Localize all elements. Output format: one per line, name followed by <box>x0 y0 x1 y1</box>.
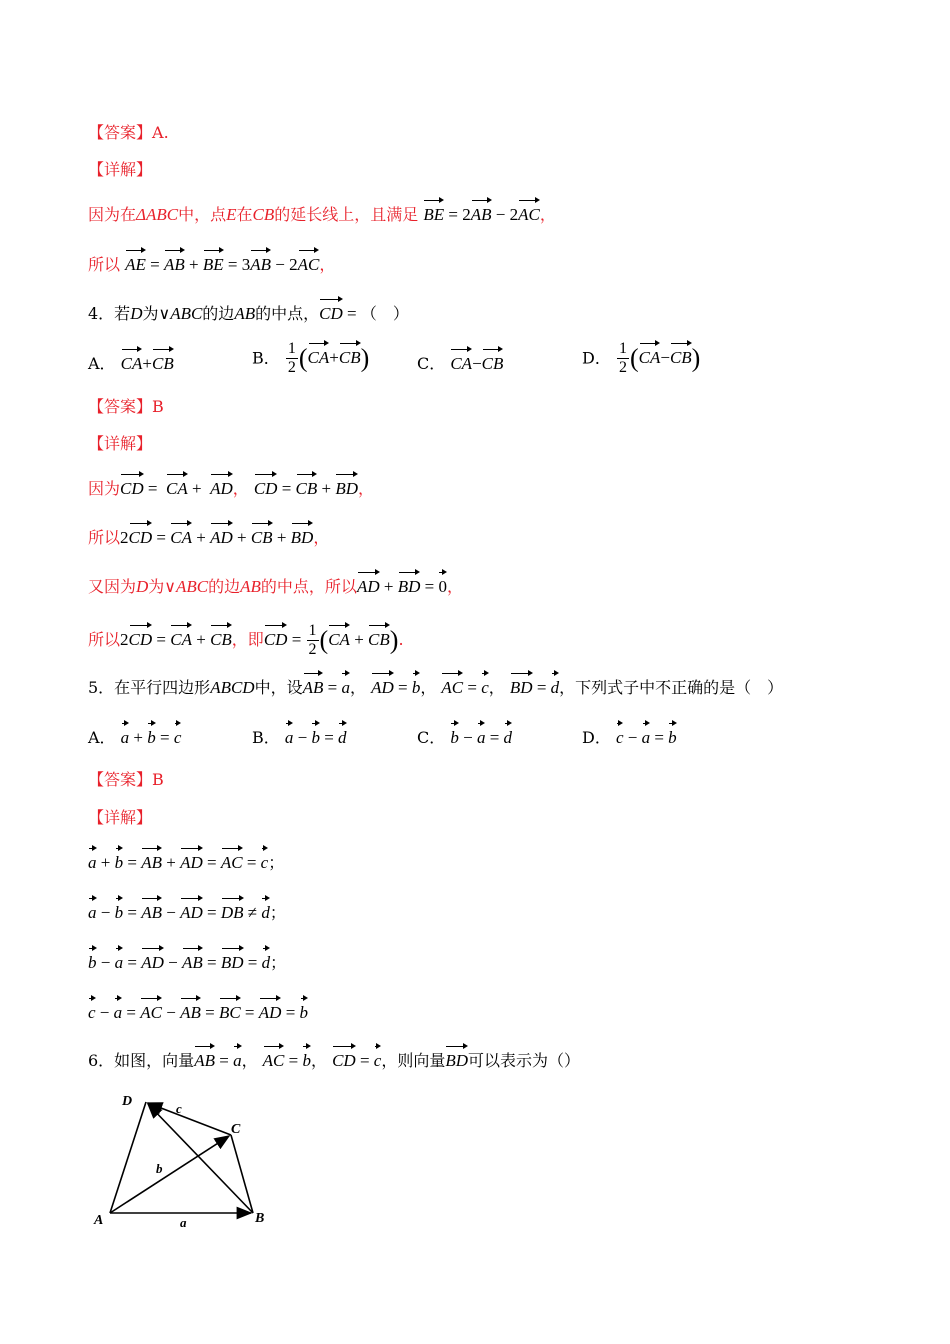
q4-detail-line4: 所以2CD = CA + CB，即CD = $\frac{1}{2}$ (CA + CB). <box>88 622 404 658</box>
label-c: c <box>176 1101 182 1116</box>
q4-detail-line3: 又因为D为∨ABC的边AB的中点，所以AD + BD = 0， <box>88 575 463 599</box>
q5-stem: 5．在平行四边形ABCD中，设AB = a， AD = b， AC = c， BD = d，下列式子中不正确的是（ ） <box>88 676 783 700</box>
q5-detail-line3: b − a = AD − AB = BD = d； <box>88 951 286 975</box>
q5-option-c: C． b − a = d <box>417 726 512 750</box>
q5-option-d: D． c − a = b <box>582 726 677 750</box>
segment-AD <box>110 1102 146 1213</box>
q5-detail-line2: a − b = AB − AD = DB ≠ d； <box>88 901 286 925</box>
q4-detail-line2: 所以2CD = CA + AD + CB + BD， <box>88 526 329 550</box>
q4-detail-line1: 因为CD = CA + AD， CD = CB + BD， <box>88 477 374 501</box>
q5-option-b: B． a − b = d <box>252 726 347 750</box>
label-C: C <box>231 1122 241 1137</box>
q4-option-a: A． CA+CB <box>88 352 174 376</box>
q3-detail-tag: 【详解】 <box>88 160 153 179</box>
q4-answer: 【答案】B <box>88 397 164 416</box>
answer-tag: 【答案】 <box>88 123 153 142</box>
q4-option-d: D． $\frac{1}{2}$ (CA−CB) <box>582 340 701 376</box>
q4-option-c: C． CA−CB <box>417 352 503 376</box>
q6-stem: 6．如图，向量AB = a， AC = b， CD = c，则向量BD可以表示为（） <box>88 1049 580 1073</box>
q5-answer: 【答案】B <box>88 770 164 789</box>
q3-detail-line1: 因为在ΔABC中，点E在CB的延长线上，且满足 BE = 2AB − 2AC， <box>88 203 556 227</box>
vector-AC <box>110 1136 229 1213</box>
q4-detail-tag: 【详解】 <box>88 434 153 453</box>
q6-figure <box>88 1085 288 1235</box>
label-B: B <box>255 1211 265 1226</box>
q3-detail-line2: 所以 AE = AB + BE = 3AB − 2AC， <box>88 253 335 277</box>
q4-option-b: B． $\frac{1}{2}$ (CA+CB) <box>252 340 370 376</box>
label-A: A <box>94 1213 104 1228</box>
q5-option-a: A． a + b = c <box>88 726 181 750</box>
q3-answer <box>88 121 169 145</box>
q5-detail-tag: 【详解】 <box>88 808 153 827</box>
label-a: a <box>180 1215 187 1230</box>
label-D: D <box>122 1094 133 1109</box>
q5-detail-line4: c − a = AC − AB = BC = AD = b <box>88 1001 308 1025</box>
answer-value: A. <box>152 123 169 142</box>
vector-CD <box>148 1103 231 1135</box>
q5-detail-line1: a + b = AB + AD = AC = c； <box>88 851 284 875</box>
label-b: b <box>156 1161 163 1176</box>
q4-stem: 4．若D为∨ABC的边AB的中点，CD = （ ） <box>88 302 409 326</box>
